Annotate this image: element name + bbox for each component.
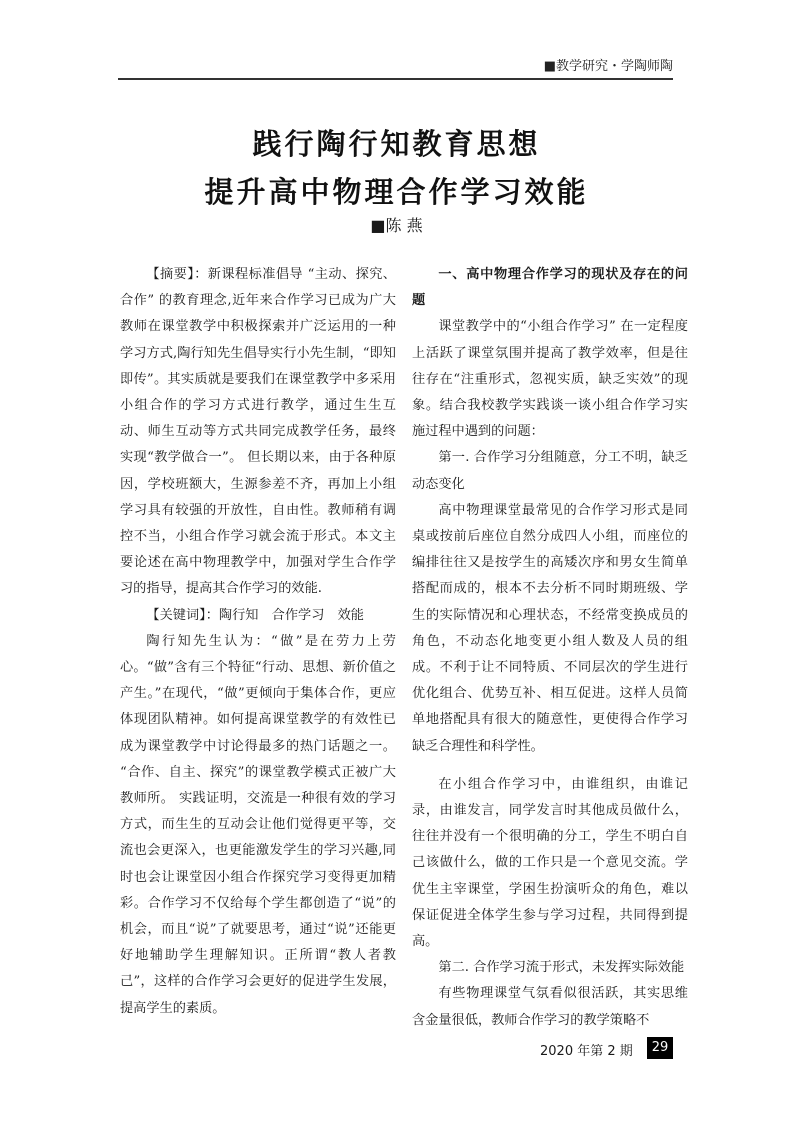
body-paragraph: 高中物理课堂最常见的合作学习形式是同桌或按前后座位自然分成四人小组，而座位的编排往往又是按学生的高矮次序和男女生简单搭配而成的，根本不去分析不同时期班级、学生的实际情况和心理状态，不经常变换成员的角色，不动态化地变更小组人数及人员的组成。不利于让不同特质、不同层次的学生进行优化组合、优势互补、相互促进。这样人员简单地搭配具有很大的随意性，更使得合作学习缺乏合理性和科学性。 — [412, 502, 688, 754]
section-heading: 一、高中物理合作学习的现状及存在的问题 — [412, 267, 688, 309]
abstract: 【摘要】：新课程标准倡导 “主动、探究、合作” 的教育理念,近年来合作学习已成为广大教师在课堂教学中积极探索并广泛运用的一种学习方式,陶行知先生倡导实行小先生制，“即知即传”。其实质就是要我们在课堂教学中多采用小组合作的学习方式进行教学，通过生生互动、师生互动等方式共同完成教学任务，最终实现“教学做合一”。 但长期以来，由于各种原因，学校班额大，生源参差不齐，再加上小组学习具有较强的开放性，自由性。教师稍有调控不当，小组合作学习就会流于形式。本文主要论述在高中物理教学中，加强对学生合作学习的指导，提高其合作学习的效能. — [120, 267, 396, 597]
subheading-point-2: 第二. 合作学习流于形式，未发挥实际效能 — [438, 960, 685, 976]
subheading-point-1: 第一. 合作学习分组随意，分工不明，缺乏动态变化 — [412, 450, 688, 492]
article-title-line-2: 提升高中物理合作学习效能 — [204, 175, 589, 209]
body-paragraph: 有些物理课堂气氛看似很活跃，其实思维含金量很低，教师合作学习的教学策略不 — [412, 986, 688, 1028]
body-paragraph: 课堂教学中的“小组合作学习” 在一定程度上活跃了课堂氛围并提高了教学效率，但是往往存在“注重形式，忽视实质，缺乏实效”的现象。结合我校教学实践谈一谈小组合作学习实施过程中遇到的问题： — [412, 319, 688, 440]
article-title-line-1: 践行陶行知教育思想 — [252, 127, 541, 161]
running-head: ■教学研究・学陶师陶 — [118, 55, 673, 80]
issue-label: 2020 年第 2 期 — [540, 1044, 633, 1059]
body-paragraph: 在小组合作学习中，由谁组织，由谁记录，由谁发言，同学发言时其他成员做什么，往往并没有一个很明确的分工，学生不明白自己该做什么，做的工作只是一个意见交流。学优生主宰课堂，学困生扮演听众的角色，难以保证促进全体学生参与学习过程，共同得到提高。 — [412, 776, 688, 950]
author: ■陈 燕 — [370, 216, 423, 235]
left-column — [120, 262, 396, 1022]
paragraph-gap — [412, 760, 688, 772]
keywords: 【关键词】：陶行知 合作学习 效能 — [146, 607, 364, 623]
page-number: 29 — [647, 1037, 673, 1059]
body-paragraph: 陶行知先生认为：“做”是在劳力上劳心。“做”含有三个特征“行动、思想、新价值之产生。”在现代，“做”更倾向于集体合作，更应体现团队精神。如何提高课堂教学的有效性已成为课堂教学中讨论得最多的热门话题之一。 “合作、自主、探究”的课堂教学模式正被广大教师所。 实践证明，交流是一种很有效的学习方式，而生生的互动会让他们觉得更平等，交流也会更深入，也更能激发学生的学习兴趣,同时也会让课堂因小组合作探究学习变得更加精彩。合作学习不仅给每个学生都创造了“说”的机会，而且“说”了就要思考，通过“说”还能更好地辅助学生理解知识。正所谓“教人者教己”，这样的合作学习会更好的促进学生发展，提高学生的素质。 — [120, 633, 396, 1016]
right-column — [412, 262, 688, 1034]
